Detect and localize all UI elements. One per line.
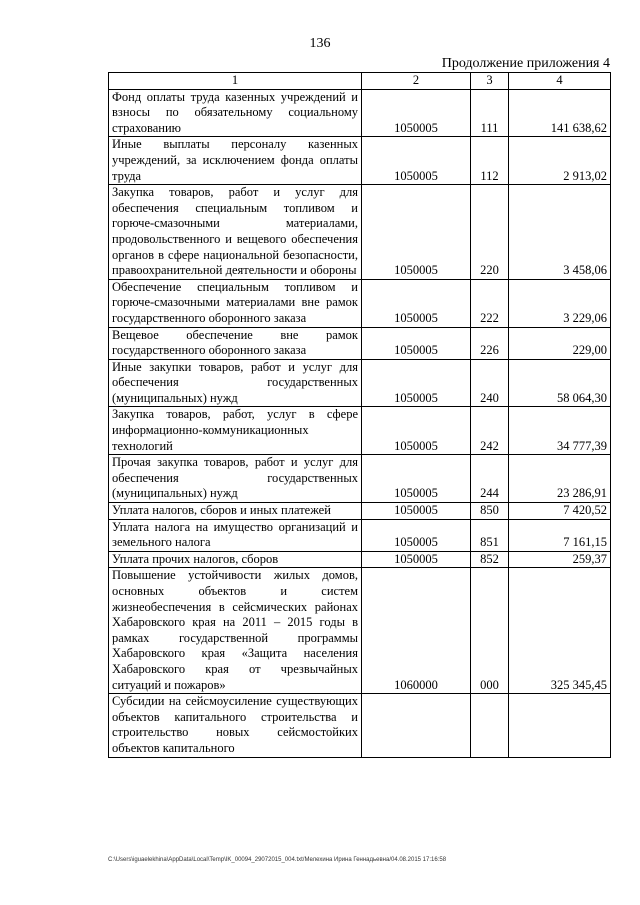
row-code-cell: 1050005	[362, 327, 471, 359]
table-row	[109, 407, 611, 455]
row-amount-cell: 259,37	[509, 551, 611, 568]
row-code-cell: 1050005	[362, 359, 471, 407]
row-name-cell: Уплата налога на имущество организаций и земельного налога	[109, 519, 362, 551]
table-body	[109, 89, 611, 757]
row-type-cell: 850	[471, 503, 509, 520]
row-name-cell: Повышение устойчивости жилых домов, основных объектов и систем жизнеобеспечения в сейсмических районах Хабаровского края на 2011 – 2015 годы в рамках государственной программы Хабаровского края «Защита населения Хабаровского края от чрезвычайных ситуаций и пожаров»	[109, 568, 362, 694]
row-name-cell: Уплата налогов, сборов и иных платежей	[109, 503, 362, 520]
row-type-cell: 112	[471, 137, 509, 185]
row-name-cell: Закупка товаров, работ, услуг в сфере информационно-коммуникационных технологий	[109, 407, 362, 455]
row-code-cell: 1050005	[362, 89, 471, 137]
row-type-cell: 244	[471, 455, 509, 503]
row-code-cell: 1050005	[362, 137, 471, 185]
row-code-cell: 1050005	[362, 551, 471, 568]
column-header-name: 1	[109, 73, 362, 90]
row-type-cell: 226	[471, 327, 509, 359]
table-row	[109, 359, 611, 407]
table-row	[109, 519, 611, 551]
row-name-cell: Закупка товаров, работ и услуг для обеспечения специальным топливом и горюче-смазочными материалами, продовольственного и вещевого обеспечения органов в сфере национальной безопасности, правоохранительной деятельности и обороны	[109, 185, 362, 280]
row-code-cell: 1050005	[362, 503, 471, 520]
column-header-type: 3	[471, 73, 509, 90]
appendix-continuation-label: Продолжение приложения 4	[441, 56, 610, 71]
row-name-cell: Субсидии на сейсмоусиление существующих объектов капитального строительства и строительство новых сейсмостойких объектов капитального	[109, 694, 362, 757]
table-row	[109, 327, 611, 359]
table-row	[109, 137, 611, 185]
column-header-code: 2	[362, 73, 471, 90]
table-row	[109, 185, 611, 280]
header-row	[109, 73, 611, 90]
row-name-cell: Вещевое обеспечение вне рамок государственного оборонного заказа	[109, 327, 362, 359]
row-type-cell: 111	[471, 89, 509, 137]
row-type-cell: 220	[471, 185, 509, 280]
row-type-cell: 222	[471, 279, 509, 327]
row-type-cell: 851	[471, 519, 509, 551]
table-row	[109, 89, 611, 137]
row-code-cell	[362, 694, 471, 757]
budget-table	[108, 72, 611, 758]
row-name-cell: Иные выплаты персоналу казенных учреждений, за исключением фонда оплаты труда	[109, 137, 362, 185]
row-name-cell: Уплата прочих налогов, сборов	[109, 551, 362, 568]
row-amount-cell	[509, 694, 611, 757]
row-name-cell: Обеспечение специальным топливом и горюче-смазочными материалами вне рамок государственного оборонного заказа	[109, 279, 362, 327]
row-name-cell: Фонд оплаты труда казенных учреждений и взносы по обязательному социальному страхованию	[109, 89, 362, 137]
row-amount-cell: 325 345,45	[509, 568, 611, 694]
table-row	[109, 551, 611, 568]
row-code-cell: 1050005	[362, 455, 471, 503]
row-amount-cell: 34 777,39	[509, 407, 611, 455]
row-code-cell: 1050005	[362, 519, 471, 551]
row-amount-cell: 141 638,62	[509, 89, 611, 137]
row-name-cell: Прочая закупка товаров, работ и услуг для обеспечения государственных (муниципальных) нужд	[109, 455, 362, 503]
row-amount-cell: 229,00	[509, 327, 611, 359]
row-code-cell: 1050005	[362, 407, 471, 455]
file-path-footer: C:\Users\iguaelekhina\AppData\Local\Temp\IK_00094_29072015_004.txt/Мелехина Ирина Геннадьевна/04.08.2015 17:16:58	[108, 857, 447, 863]
row-type-cell: 240	[471, 359, 509, 407]
table-row	[109, 279, 611, 327]
table-row	[109, 694, 611, 757]
row-amount-cell: 3 458,06	[509, 185, 611, 280]
row-name-cell: Иные закупки товаров, работ и услуг для обеспечения государственных (муниципальных) нужд	[109, 359, 362, 407]
row-type-cell: 852	[471, 551, 509, 568]
row-type-cell	[471, 694, 509, 757]
row-amount-cell: 7 161,15	[509, 519, 611, 551]
row-code-cell: 1050005	[362, 279, 471, 327]
page-number: 136	[309, 36, 331, 51]
row-type-cell: 000	[471, 568, 509, 694]
table-row	[109, 455, 611, 503]
table-row	[109, 568, 611, 694]
table-row	[109, 503, 611, 520]
row-amount-cell: 58 064,30	[509, 359, 611, 407]
row-code-cell: 1060000	[362, 568, 471, 694]
column-header-amount: 4	[509, 73, 611, 90]
row-type-cell: 242	[471, 407, 509, 455]
row-amount-cell: 23 286,91	[509, 455, 611, 503]
row-amount-cell: 2 913,02	[509, 137, 611, 185]
row-amount-cell: 7 420,52	[509, 503, 611, 520]
row-code-cell: 1050005	[362, 185, 471, 280]
row-amount-cell: 3 229,06	[509, 279, 611, 327]
